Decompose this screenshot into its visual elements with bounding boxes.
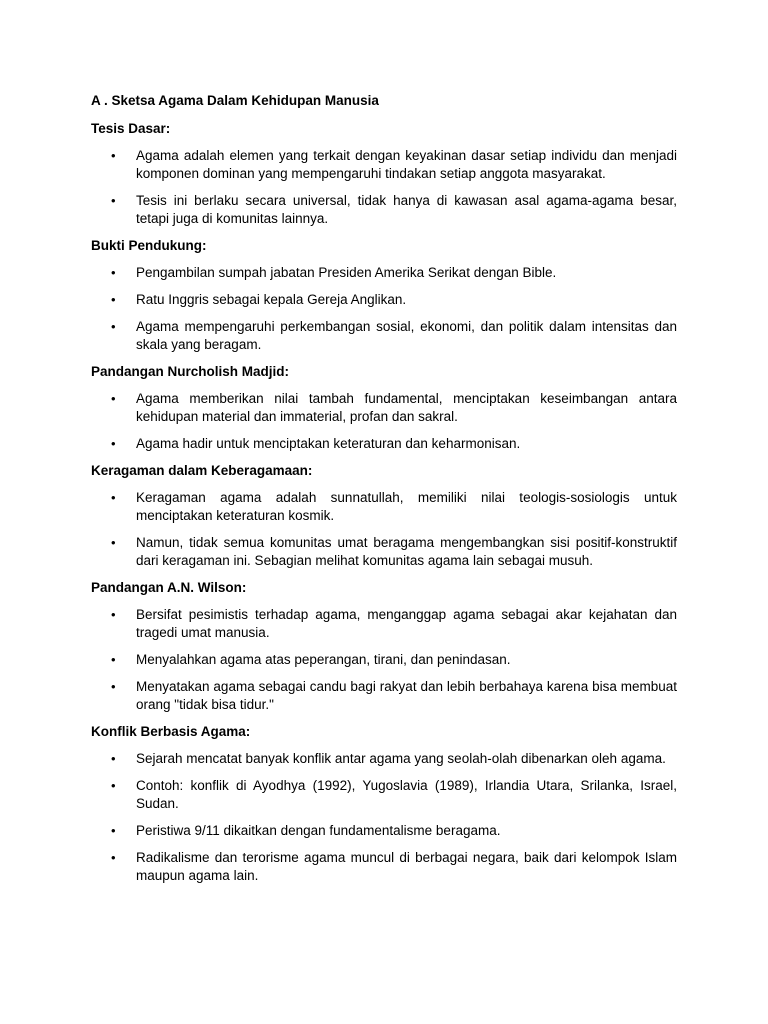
bullet-list xyxy=(91,606,677,714)
list-item xyxy=(91,822,677,840)
list-item-text: Namun, tidak semua komunitas umat beragama mengembangkan sisi positif-konstruktif dari keragaman ini. Sebagian melihat komunitas agama lain sebagai musuh. xyxy=(136,535,677,568)
section-heading: Konflik Berbasis Agama: xyxy=(91,724,251,739)
bullet-icon: • xyxy=(111,652,116,667)
list-item xyxy=(91,264,677,282)
list-item-text: Keragaman agama adalah sunnatullah, memiliki nilai teologis-sosiologis untuk menciptakan keteraturan kosmik. xyxy=(136,490,677,523)
section-heading: Pandangan A.N. Wilson: xyxy=(91,580,247,595)
bullet-icon: • xyxy=(111,319,116,334)
bullet-icon: • xyxy=(111,607,116,622)
list-item-text: Tesis ini berlaku secara universal, tidak hanya di kawasan asal agama-agama besar, tetapi juga di komunitas lainnya. xyxy=(136,193,677,226)
list-item xyxy=(91,489,677,525)
document-page xyxy=(91,92,677,894)
list-item xyxy=(91,678,677,714)
list-item xyxy=(91,318,677,354)
bullet-list xyxy=(91,750,677,885)
list-item xyxy=(91,606,677,642)
list-item xyxy=(91,192,677,228)
bullet-icon: • xyxy=(111,778,116,793)
list-item xyxy=(91,291,677,309)
list-item-text: Pengambilan sumpah jabatan Presiden Amerika Serikat dengan Bible. xyxy=(136,265,557,280)
section-heading: Keragaman dalam Keberagamaan: xyxy=(91,463,313,478)
list-item-text: Radikalisme dan terorisme agama muncul di berbagai negara, baik dari kelompok Islam maupun agama lain. xyxy=(136,850,677,883)
bullet-icon: • xyxy=(111,679,116,694)
list-item-text: Agama hadir untuk menciptakan keteraturan dan keharmonisan. xyxy=(136,436,521,451)
bullet-icon: • xyxy=(111,490,116,505)
list-item xyxy=(91,651,677,669)
list-item xyxy=(91,777,677,813)
bullet-icon: • xyxy=(111,193,116,208)
list-item-text: Agama memberikan nilai tambah fundamental, menciptakan keseimbangan antara kehidupan material dan immaterial, profan dan sakral. xyxy=(136,391,677,424)
list-item-text: Ratu Inggris sebagai kepala Gereja Anglikan. xyxy=(136,292,407,307)
list-item xyxy=(91,849,677,885)
section-heading: Pandangan Nurcholish Madjid: xyxy=(91,364,290,379)
bullet-icon: • xyxy=(111,850,116,865)
bullet-icon: • xyxy=(111,265,116,280)
list-item-text: Bersifat pesimistis terhadap agama, menganggap agama sebagai akar kejahatan dan tragedi umat manusia. xyxy=(136,607,677,640)
bullet-icon: • xyxy=(111,292,116,307)
list-item-text: Menyatakan agama sebagai candu bagi rakyat dan lebih berbahaya karena bisa membuat orang "tidak bisa tidur." xyxy=(136,679,677,712)
list-item xyxy=(91,750,677,768)
bullet-icon: • xyxy=(111,535,116,550)
bullet-list xyxy=(91,390,677,453)
bullet-icon: • xyxy=(111,148,116,163)
section-heading: Tesis Dasar: xyxy=(91,121,171,136)
document-title: A . Sketsa Agama Dalam Kehidupan Manusia xyxy=(91,93,379,108)
list-item xyxy=(91,534,677,570)
list-item-text: Menyalahkan agama atas peperangan, tirani, dan penindasan. xyxy=(136,652,511,667)
bullet-list xyxy=(91,489,677,570)
bullet-icon: • xyxy=(111,751,116,766)
list-item xyxy=(91,435,677,453)
list-item xyxy=(91,390,677,426)
bullet-icon: • xyxy=(111,436,116,451)
list-item-text: Peristiwa 9/11 dikaitkan dengan fundamentalisme beragama. xyxy=(136,823,501,838)
list-item-text: Sejarah mencatat banyak konflik antar agama yang seolah-olah dibenarkan oleh agama. xyxy=(136,751,666,766)
section-heading: Bukti Pendukung: xyxy=(91,238,207,253)
bullet-list xyxy=(91,147,677,228)
list-item xyxy=(91,147,677,183)
bullet-list xyxy=(91,264,677,354)
list-item-text: Agama adalah elemen yang terkait dengan keyakinan dasar setiap individu dan menjadi komponen dominan yang mempengaruhi tindakan setiap anggota masyarakat. xyxy=(136,148,677,181)
list-item-text: Contoh: konflik di Ayodhya (1992), Yugoslavia (1989), Irlandia Utara, Srilanka, Israel, Sudan. xyxy=(136,778,677,811)
bullet-icon: • xyxy=(111,823,116,838)
list-item-text: Agama mempengaruhi perkembangan sosial, ekonomi, dan politik dalam intensitas dan skala yang beragam. xyxy=(136,319,677,352)
bullet-icon: • xyxy=(111,391,116,406)
